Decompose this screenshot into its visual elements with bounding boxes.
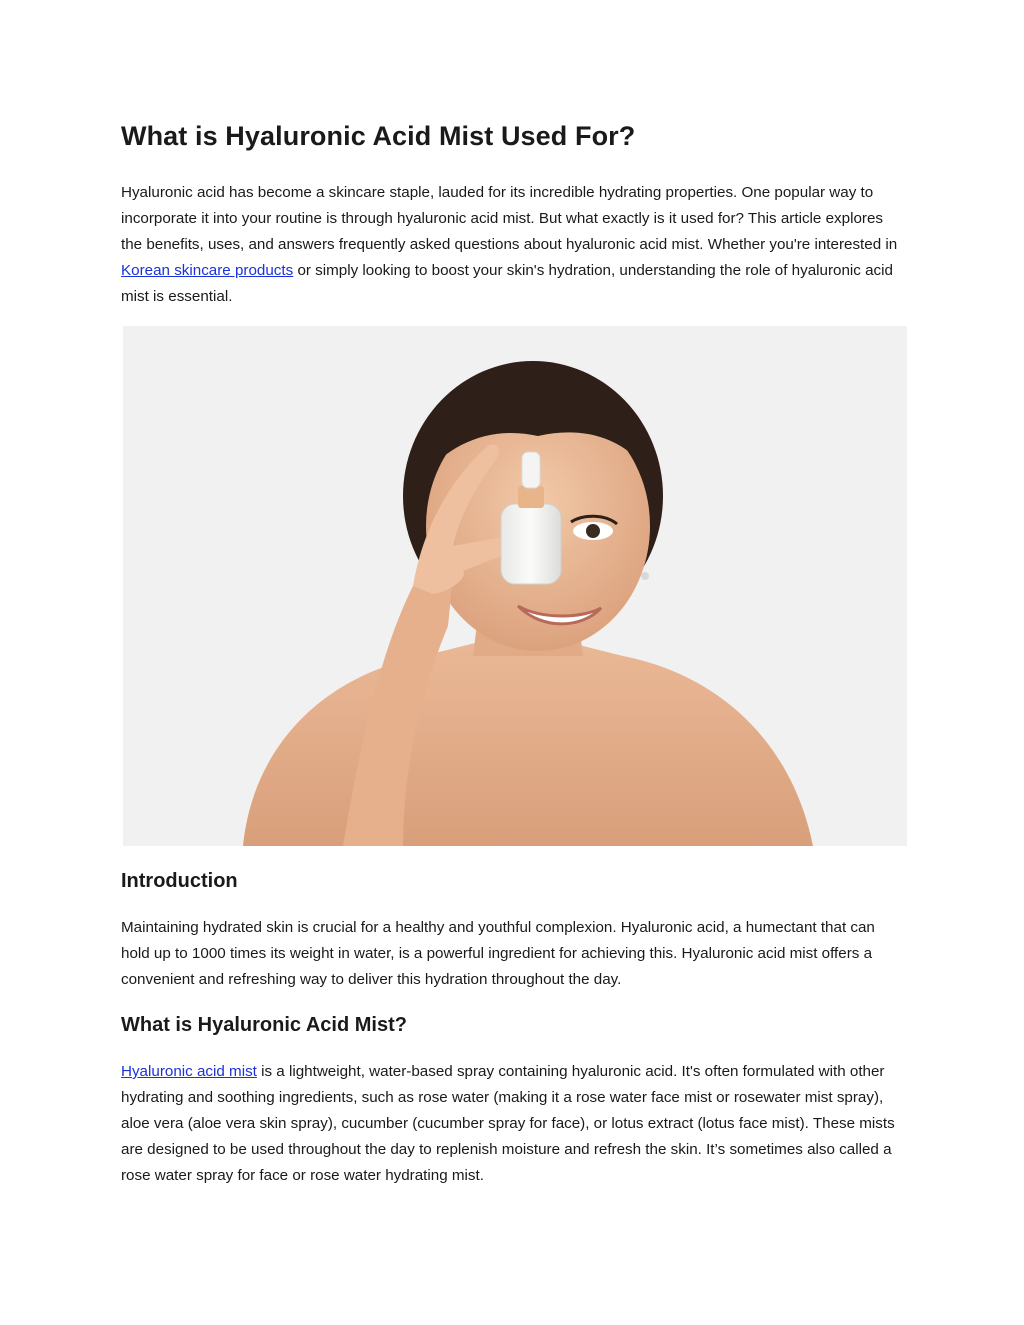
section-heading-what-is-mist: What is Hyaluronic Acid Mist? xyxy=(121,1014,407,1036)
introduction-paragraph: Maintaining hydrated skin is crucial for a healthy and youthful complexion. Hyaluronic acid, a humectant that can hold up to 1000 times its weight in water, is a powerful ingredient for achieving this. Hyaluronic acid mist offers a convenient and refreshing way to deliver this hydration throughout the day. xyxy=(121,919,875,988)
section-heading-introduction: Introduction xyxy=(121,870,238,892)
what-is-mist-paragraph xyxy=(121,1059,907,1189)
woman-with-serum-bottle-illustration xyxy=(123,326,907,846)
article-title: What is Hyaluronic Acid Mist Used For? xyxy=(121,121,636,151)
intro-paragraph xyxy=(121,180,907,310)
hyaluronic-acid-mist-link[interactable]: Hyaluronic acid mist xyxy=(121,1063,257,1080)
hero-photo xyxy=(123,326,907,846)
what-is-mist-text: is a lightweight, water-based spray containing hyaluronic acid. It's often formulated with other hydrating and soothing ingredients, such as rose water (making it a rose water face mist or rosewater mist spray), aloe vera (aloe vera skin spray), cucumber (cucumber spray for face), or lotus extract (lotus face mist). These mists are designed to be used throughout the day to replenish moisture and refresh the skin. It’s sometimes also called a rose water spray for face or rose water hydrating mist. xyxy=(121,1063,895,1184)
intro-text: Hyaluronic acid has become a skincare staple, lauded for its incredible hydrating properties. One popular way to incorporate it into your routine is through hyaluronic acid mist. But what exactly is it used for? This article explores the benefits, uses, and answers frequently asked questions about hyaluronic acid mist. Whether you're interested in xyxy=(121,184,898,253)
intro-text-end: or simply looking to boost your skin's hydration, understanding the role of hyaluronic acid mist is essential. xyxy=(121,262,893,305)
korean-skincare-link[interactable]: Korean skincare products xyxy=(121,262,294,279)
